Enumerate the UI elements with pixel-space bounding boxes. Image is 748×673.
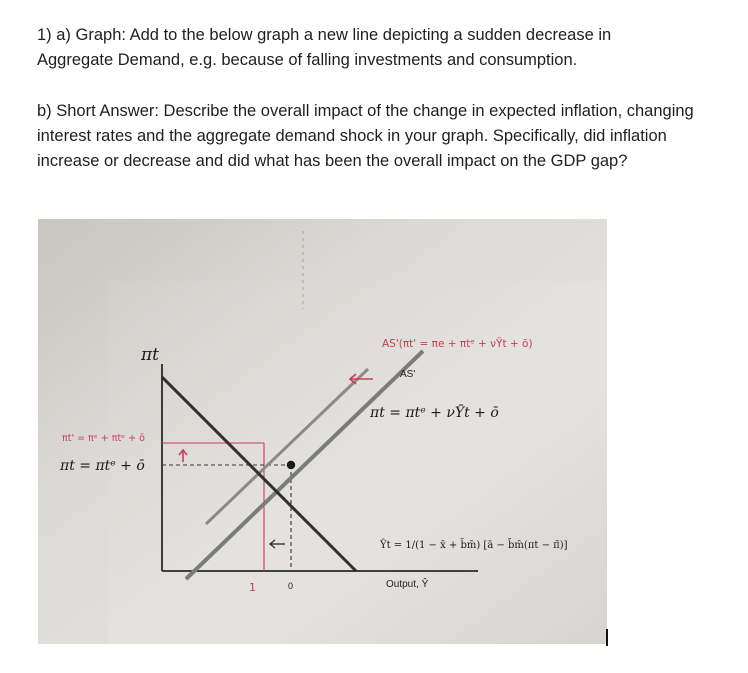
x-axis-label: Output, Ŷ: [386, 579, 429, 590]
as-equation: πt = πtᵉ + νȲt + ō: [370, 405, 499, 421]
question-a-line-2: Aggregate Demand, e.g. because of falling investments and consumption.: [37, 51, 578, 69]
question-a-line-1: 1) a) Graph: Add to the below graph a new line depicting a sudden decrease in: [37, 26, 612, 44]
graph-photo: [38, 219, 607, 644]
inflation-level-label: πt = πtᵉ + ō: [60, 458, 145, 474]
question-b-line-1: b) Short Answer: Describe the overall impact of the change in expected inflation, changing: [37, 102, 694, 120]
paper-sheet: [108, 281, 607, 644]
as-shifted-label: AS'(πt' = πe + πtᵉ + νȲt + ō): [382, 338, 533, 350]
equilibrium-point: [287, 461, 295, 469]
photo-corner-mark: [606, 629, 608, 646]
question-part-b: [37, 99, 745, 174]
ad-equation: Ŷt = 1/(1 − x̄ + b̄m̄) [ā − b̄m̄(πt − π̄)]: [380, 540, 568, 551]
new-inflation-level-label: πt' = πᵉ + πtᵉ + ō: [62, 433, 145, 444]
as-label: AS': [400, 369, 416, 380]
y-axis-label: πt: [141, 345, 160, 365]
question-b-line-2: interest rates and the aggregate demand shock in your graph. Specifically, did inflation: [37, 127, 667, 145]
tick-label-one: 1: [249, 581, 256, 594]
question-b-line-3: increase or decrease and did what has been the overall impact on the GDP gap?: [37, 152, 628, 170]
question-part-a: [37, 23, 737, 73]
tick-label-zero: 0: [288, 581, 294, 591]
